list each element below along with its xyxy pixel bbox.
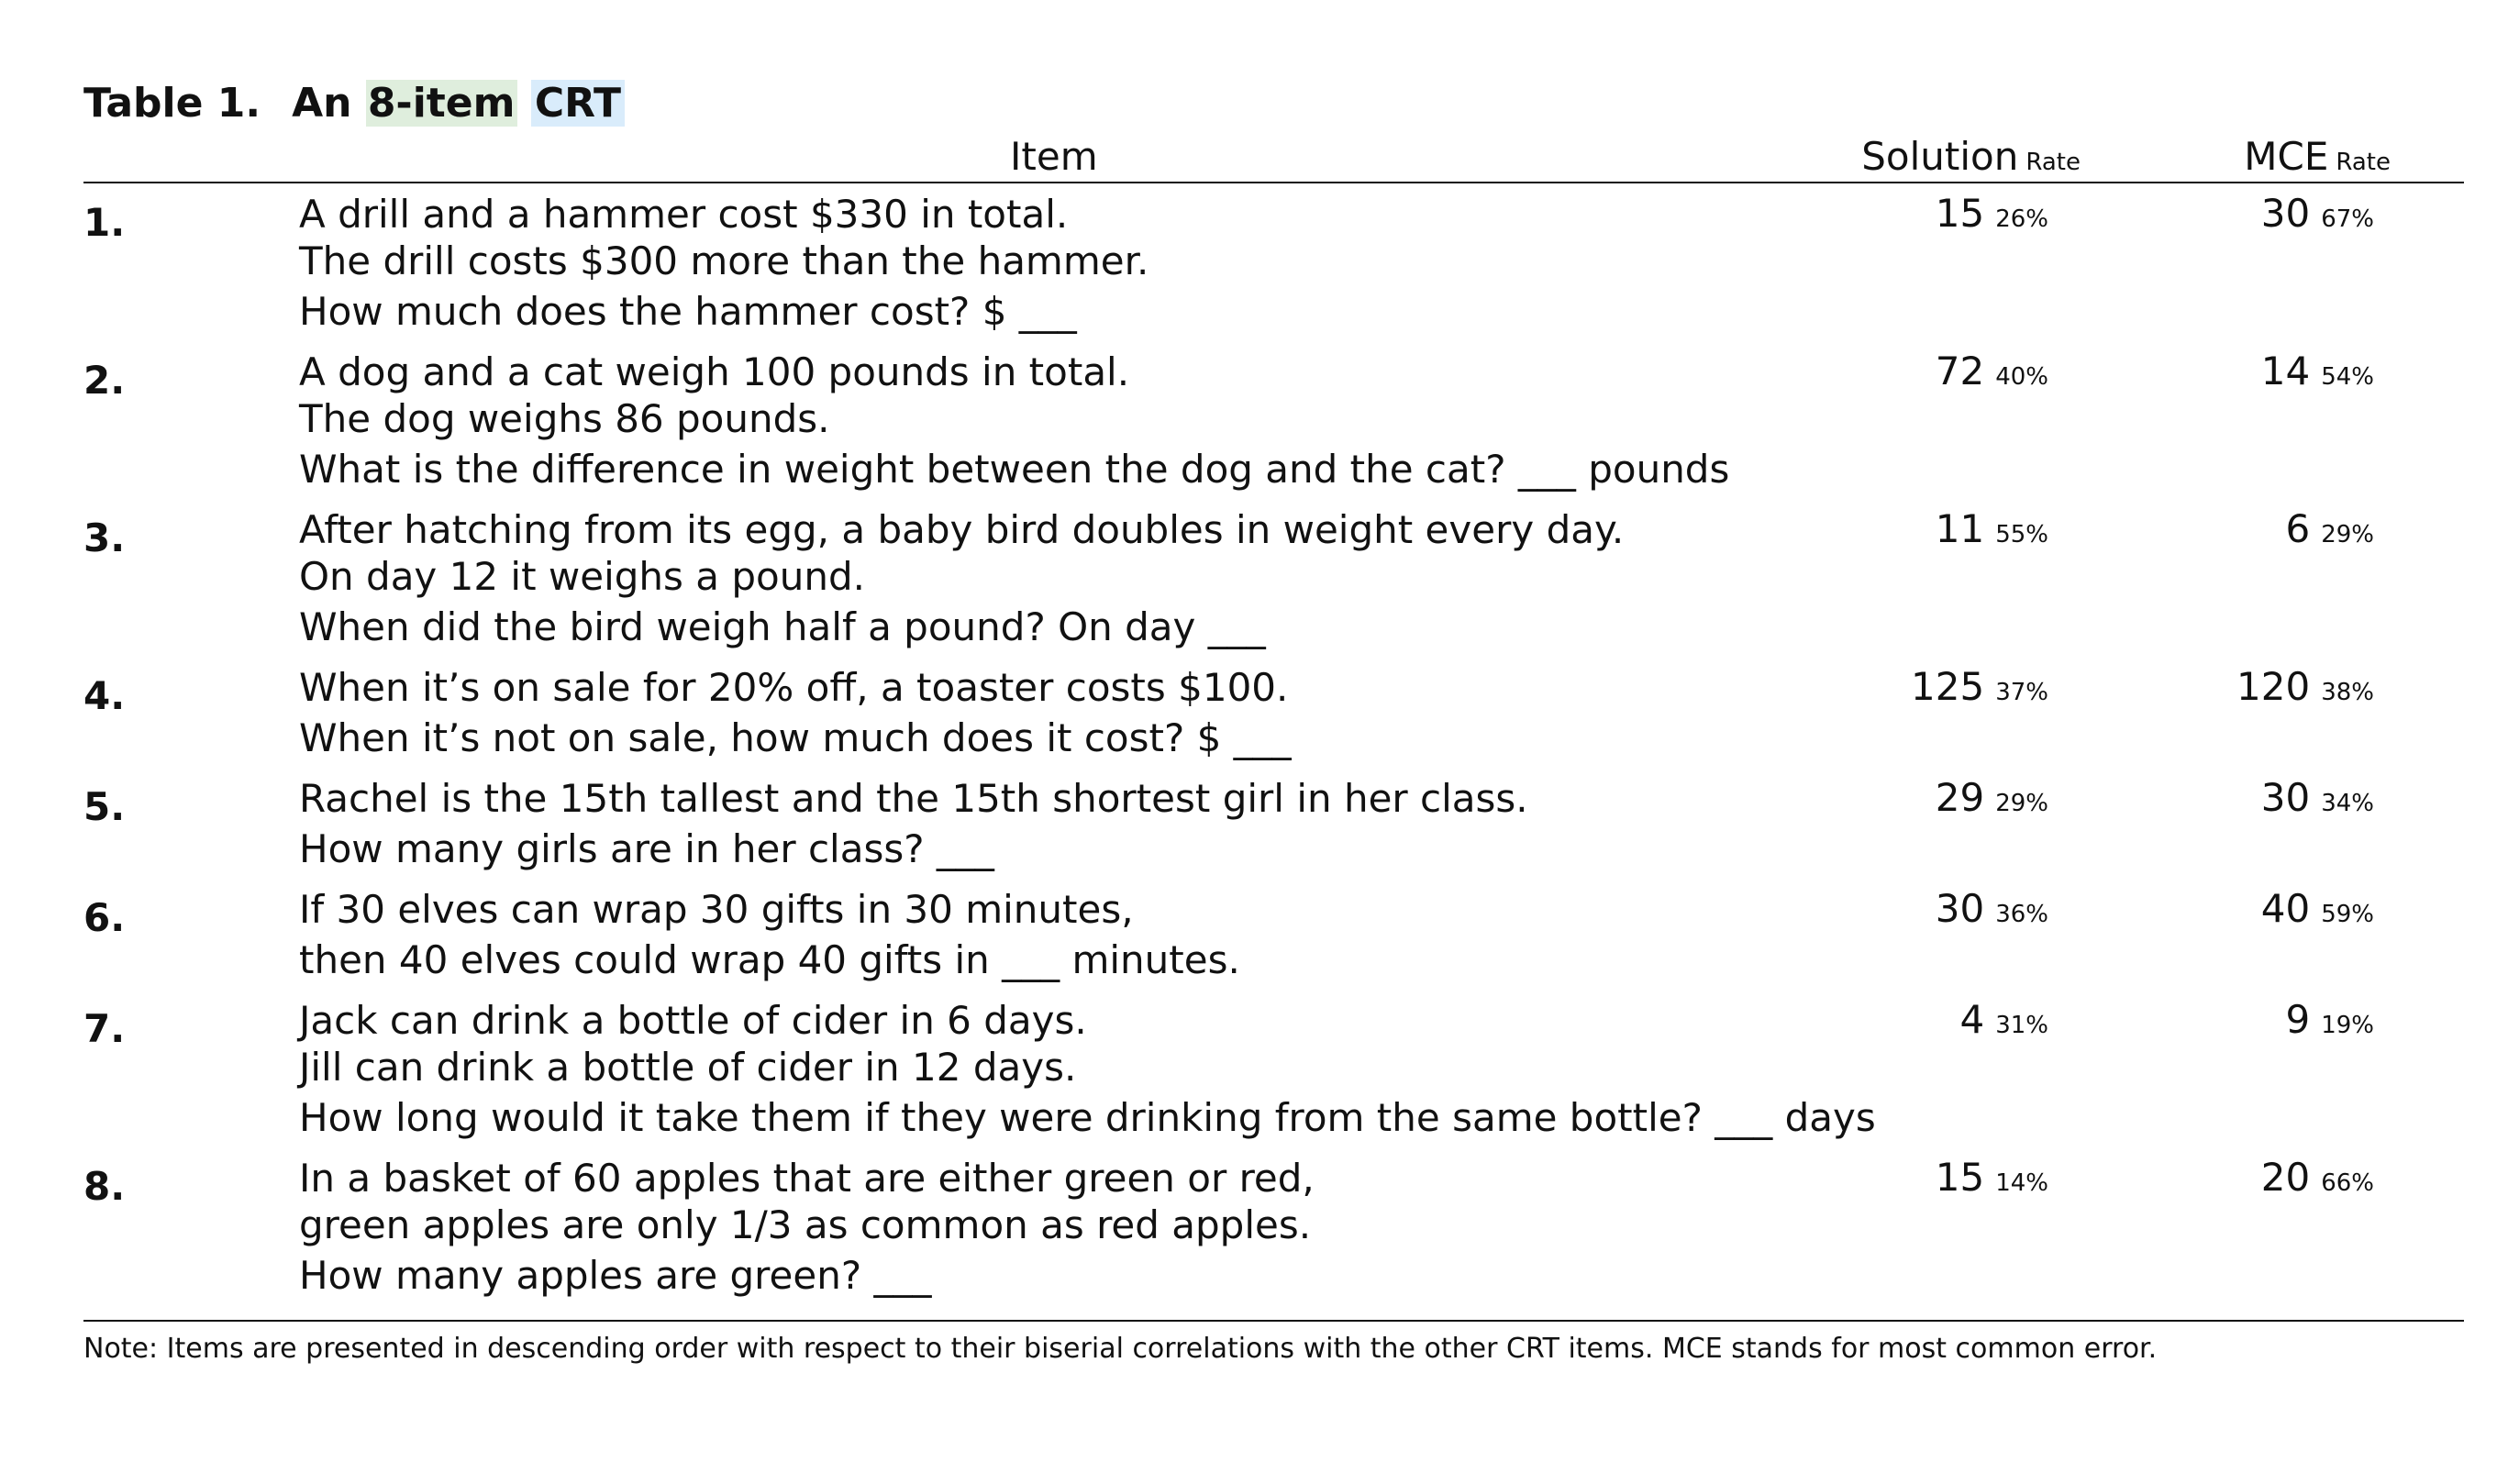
table-row [83,664,2464,775]
question-line: In a basket of 60 apples that are either green or red, [299,1156,1315,1201]
item-question [299,886,2464,988]
question-line: What is the difference in weight between the dog and the cat? ___ pounds [299,447,1730,492]
mce-cell [2261,349,2374,393]
table-title [83,73,2464,134]
solution-cell [1936,886,2048,931]
question-line: How long would it take them if they were drinking from the same bottle? ___ days [299,1095,1876,1140]
mce-value: 6 [2285,506,2311,551]
item-number: 8. [83,1164,126,1209]
mce-rate: 38% [2321,679,2374,706]
header-mce-label: MCE [2244,134,2329,179]
item-number: 3. [83,515,126,560]
mce-value: 14 [2260,349,2311,393]
mce-value: 40 [2260,886,2311,931]
item-question [299,1155,2464,1303]
header-solution [1861,134,2081,179]
title-prefix: An [292,80,366,127]
question-line: The dog weighs 86 pounds. [299,396,830,441]
solution-value: 125 [1911,664,1985,709]
solution-cell [1911,664,2048,709]
question-line: Jill can drink a bottle of cider in 12 days. [299,1045,1077,1090]
item-number: 6. [83,895,126,940]
mce-value: 9 [2285,997,2311,1042]
question-line: A dog and a cat weigh 100 pounds in total. [299,349,1130,394]
mce-cell [2261,191,2374,236]
item-question [299,664,2464,766]
solution-value: 15 [1935,191,1985,236]
title-space [517,80,531,127]
question-line: green apples are only 1/3 as common as red apples. [299,1202,1312,1247]
question-line: The drill costs $300 more than the hammer. [299,238,1149,283]
mce-rate: 66% [2321,1169,2374,1197]
table-header [83,134,2464,183]
question-line: Rachel is the 15th tallest and the 15th shortest girl in her class. [299,776,1528,821]
mce-value: 120 [2236,664,2311,709]
mce-rate: 34% [2321,790,2374,817]
solution-cell [1959,997,2048,1042]
title-highlight-crt: CRT [531,80,625,127]
mce-rate: 59% [2321,901,2374,928]
solution-rate: 55% [1995,521,2048,548]
item-number: 1. [83,200,126,245]
bottom-rule [83,1320,2464,1322]
table-row [83,1155,2464,1312]
item-question [299,775,2464,877]
solution-rate: 37% [1995,679,2048,706]
mce-rate: 67% [2321,205,2374,233]
question-line: then 40 elves could wrap 40 gifts in ___ minutes. [299,937,1240,982]
solution-value: 11 [1935,506,1985,551]
solution-rate: 14% [1995,1169,2048,1197]
item-question [299,506,2464,655]
mce-cell [2285,506,2374,551]
table-row [83,886,2464,997]
item-number: 5. [83,784,126,829]
item-number: 2. [83,358,126,403]
solution-cell [1936,506,2048,551]
item-number: 7. [83,1006,126,1051]
item-question [299,191,2464,339]
question-line: When it’s not on sale, how much does it cost? $ ___ [299,715,1292,760]
mce-value: 20 [2260,1155,2311,1200]
solution-rate: 26% [1995,205,2048,233]
mce-cell [2261,1155,2374,1200]
header-solution-sub: Rate [2025,149,2081,176]
solution-cell [1936,349,2048,393]
table-row [83,997,2464,1155]
item-question [299,349,2464,497]
item-number: 4. [83,673,126,718]
solution-value: 15 [1935,1155,1985,1200]
mce-cell [2236,664,2374,709]
table-row [83,506,2464,664]
table-row [83,775,2464,886]
question-line: If 30 elves can wrap 30 gifts in 30 minutes, [299,887,1134,932]
question-line: How many apples are green? ___ [299,1253,932,1298]
mce-value: 30 [2260,191,2311,236]
solution-rate: 31% [1995,1012,2048,1039]
header-solution-label: Solution [1861,134,2019,179]
solution-rate: 40% [1995,363,2048,391]
mce-rate: 54% [2321,363,2374,391]
mce-value: 30 [2260,775,2311,820]
solution-cell [1936,191,2048,236]
question-line: On day 12 it weighs a pound. [299,554,865,599]
table-row [83,191,2464,349]
question-line: A drill and a hammer cost $330 in total. [299,192,1069,237]
mce-cell [2285,997,2374,1042]
question-line: How much does the hammer cost? $ ___ [299,289,1077,334]
mce-cell [2261,886,2374,931]
question-line: Jack can drink a bottle of cider in 6 days. [299,998,1087,1043]
solution-value: 30 [1935,886,1985,931]
question-line: When it’s on sale for 20% off, a toaster costs $100. [299,665,1289,710]
header-mce-sub: Rate [2336,149,2391,176]
item-question [299,997,2464,1146]
header-mce [2244,134,2391,179]
solution-value: 72 [1935,349,1985,393]
table-row [83,349,2464,506]
solution-cell [1936,1155,2048,1200]
table-container [83,73,2464,1365]
mce-rate: 19% [2321,1012,2374,1039]
solution-value: 29 [1935,775,1985,820]
solution-cell [1936,775,2048,820]
mce-cell [2261,775,2374,820]
solution-rate: 36% [1995,901,2048,928]
mce-rate: 29% [2321,521,2374,548]
table-body [83,191,2464,1312]
solution-rate: 29% [1995,790,2048,817]
question-line: When did the bird weigh half a pound? On day ___ [299,604,1266,649]
table-label: Table 1. [83,80,261,127]
header-item: Item [1010,134,1098,179]
table-note: Note: Items are presented in descending order with respect to their biserial correlations with the other CRT items. MCE stands for most common error. [83,1333,2158,1365]
question-line: How many girls are in her class? ___ [299,826,994,871]
title-highlight-items: 8-item [367,80,516,127]
solution-value: 4 [1959,997,1985,1042]
question-line: After hatching from its egg, a baby bird doubles in weight every day. [299,507,1625,552]
